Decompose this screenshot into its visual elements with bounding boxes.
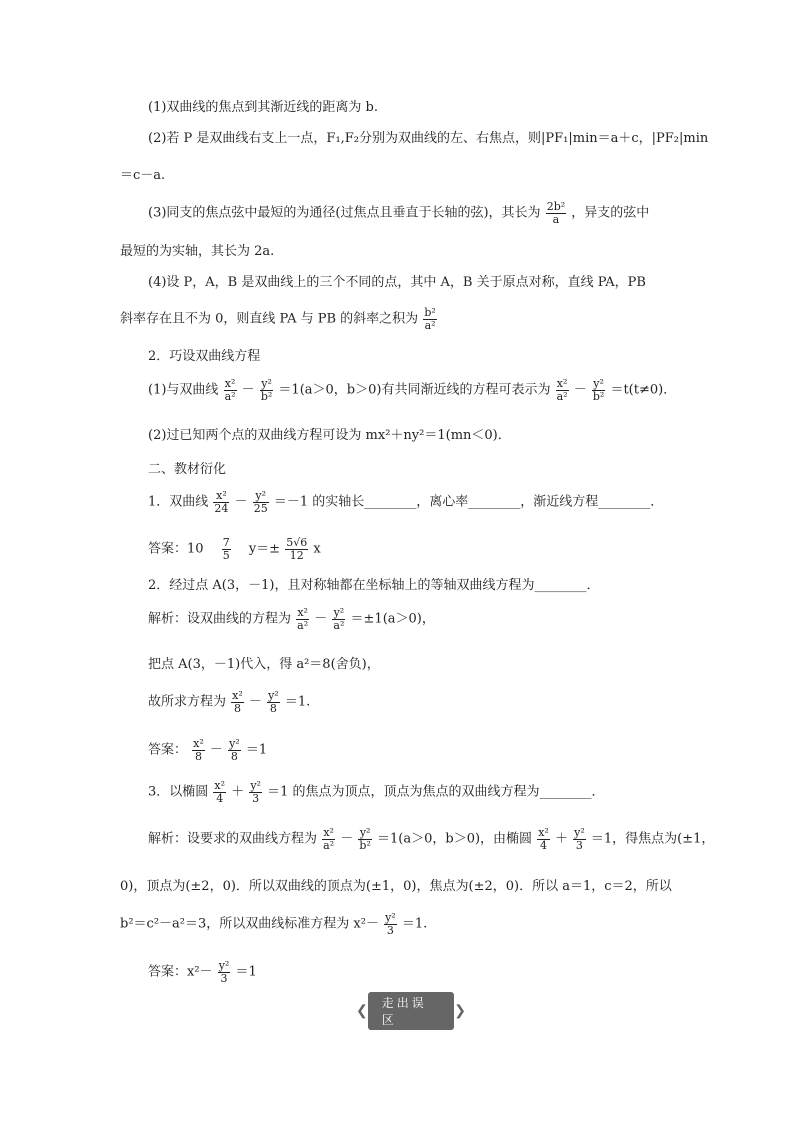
text-line: ＝c－a. — [120, 168, 166, 183]
text-line: 解析：设双曲线的方程为 $\frac{\text{x²}}{\text{a²}}$ － $\frac{\text{y²}}{\text{a²}}$ ＝±1(a＞0)， — [148, 606, 435, 632]
text-line: (2)若 P 是双曲线右支上一点，F₁,F₂分别为双曲线的左、右焦点，则|PF₁|min＝a＋c，|PF₂|min — [148, 131, 709, 146]
text-line: 解析：设要求的双曲线方程为 $\frac{\text{x²}}{\text{a²}}$ － $\frac{\text{y²}}{\text{b²}}$ ＝1(a＞0，b＞0)，由椭圆 $\frac{\text{x²}}{4}$ ＋ $\frac{\text{y²}}{3}$ ＝1，得焦点为(±1， — [148, 826, 715, 852]
text-line: (3)同支的焦点弦中最短的为通径(过焦点且垂直于长轴的弦)，其长为 $\frac{\text{2b²}}{a}$ ，异支的弦中 — [148, 200, 650, 226]
text-line: 最短的为实轴，其长为 2a. — [120, 244, 275, 259]
text-line: 故所求方程为 $\frac{\text{x²}}{8}$ － $\frac{\text{y²}}{8}$ ＝1. — [148, 689, 311, 715]
fraction: $\frac{\text{2b²}}{a}$ — [546, 200, 566, 226]
answer-3: 答案：x²－ $\frac{\text{y²}}{3}$ ＝1 — [148, 959, 257, 985]
banner-left-cap: ❮ — [356, 1003, 368, 1019]
answer-1: 答案：10 $\frac{7}{5}$ y＝± $\frac{5√6}{12}$ x — [148, 536, 321, 562]
text-line: (1)与双曲线 $\frac{\text{x²}}{\text{a²}}$ － $\frac{\text{y²}}{\text{b²}}$ ＝1(a＞0，b＞0)有共同渐近线的方程可表示为 $\frac{\text{x²}}{\text{a²}}$ － $\frac{\text{y²}}{\text{b²}}$ ＝t(t≠0)． — [148, 377, 677, 403]
section-banner — [356, 996, 466, 1027]
banner-label: 走出误区 — [368, 992, 455, 1030]
section-heading: 2．巧设双曲线方程 — [148, 349, 261, 364]
section-heading: 二、教材衍化 — [148, 462, 227, 477]
text-line: 把点 A(3，－1)代入，得 a²＝8(舍负)， — [148, 657, 380, 672]
text-line: b²＝c²－a²＝3，所以双曲线标准方程为 x²－ $\frac{\text{y²}}{3}$ ＝1. — [120, 911, 428, 937]
banner-right-cap: ❯ — [454, 1003, 466, 1019]
text-line: 斜率存在且不为 0，则直线 PA 与 PB 的斜率之积为 $\frac{\text{b²}}{\text{a²}}$ — [120, 306, 436, 332]
text-line: (1)双曲线的焦点到其渐近线的距离为 b. — [148, 100, 379, 115]
answer-2: 答案： $\frac{\text{x²}}{8}$ － $\frac{\text{y²}}{8}$ ＝1 — [148, 737, 268, 763]
text-line: (2)过已知两个点的双曲线方程可设为 mx²＋ny²＝1(mn＜0)． — [148, 428, 511, 443]
exercise-3: 3．以椭圆 $\frac{\text{x²}}{4}$ ＋ $\frac{\text{y²}}{3}$ ＝1 的焦点为顶点，顶点为焦点的双曲线方程为________． — [148, 779, 605, 805]
text-line: 0)，顶点为(±2，0)．所以双曲线的顶点为(±1，0)，焦点为(±2，0)．所以 a＝1，c＝2，所以 — [120, 879, 672, 894]
text-line: (4)设 P，A，B 是双曲线上的三个不同的点，其中 A，B 关于原点对称，直线 PA，PB — [148, 275, 646, 290]
exercise-2: 2．经过点 A(3，－1)，且对称轴都在坐标轴上的等轴双曲线方程为________． — [148, 578, 600, 593]
fraction: $\frac{\text{b²}}{\text{a²}}$ — [424, 306, 436, 332]
exercise-1: 1．双曲线 $\frac{\text{x²}}{24}$ － $\frac{\text{y²}}{25}$ ＝－1 的实轴长________，离心率________，渐近线方程________． — [148, 489, 664, 515]
